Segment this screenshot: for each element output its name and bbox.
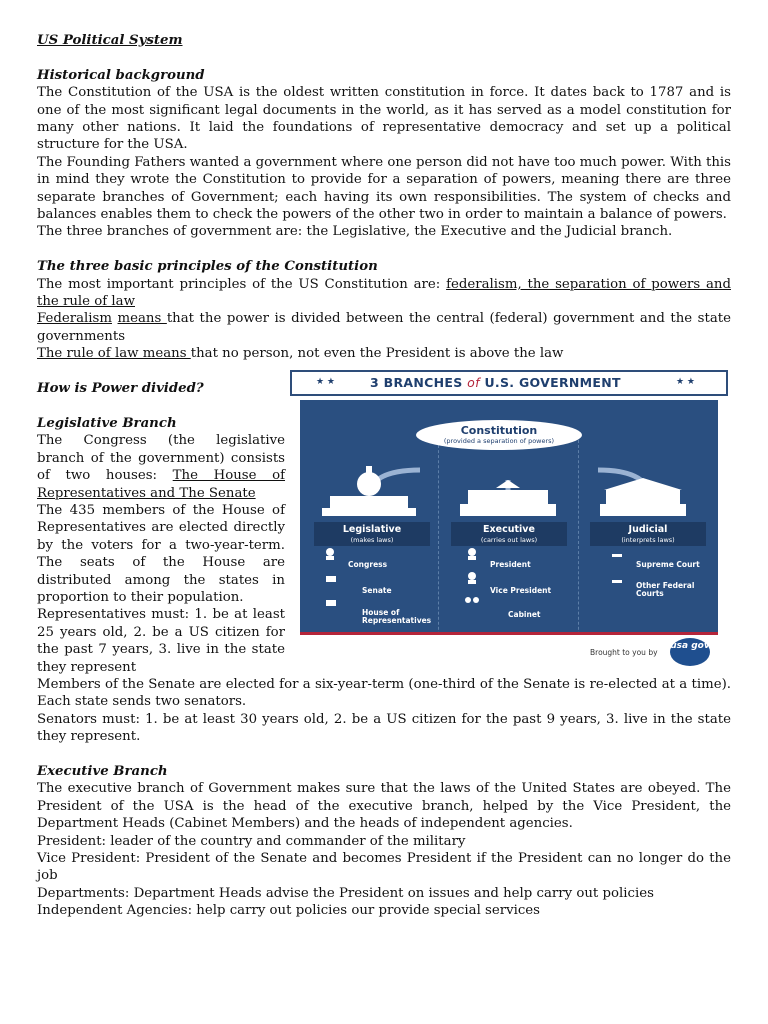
star-icon: ★ ★ xyxy=(676,377,695,387)
paragraph: The executive branch of Government makes sure that the laws of the United States are obeyed. The President of the USA is the head of the executive branch, helped by the Vice President, the Department Heads (Cabinet Members) and the heads of independent agencies. xyxy=(37,781,731,832)
paragraph: The Founding Fathers wanted a government where one person did not have too much power. With this in mind they wrote the Constitution to provide for a separation of powers, meaning there are three separate branches of Government; each having its own responsibilities. The system of checks and balances enables them to check the powers of the other two in order to maintain a balance of powers. xyxy=(37,154,732,223)
paragraph: The rule of law means that no person, not even the President is above the law xyxy=(37,346,564,362)
paragraph: The three branches of government are: the Legislative, the Executive and the Judicial branch. xyxy=(37,224,673,240)
constitution-sublabel: (provided a separation of powers) xyxy=(443,437,555,445)
paragraph: The 435 members of the House of Representatives are elected directly by the voters for a two-year-term. The seats of the House are distributed among the states in proportion to their population. xyxy=(37,502,285,605)
paragraph: Independent Agencies: help carry out policies our provide special services xyxy=(37,903,540,919)
document-title: US Political System xyxy=(37,33,183,48)
branch-header-judicial: Judicial (interprets laws) xyxy=(590,522,706,546)
paragraph: Vice President: President of the Senate and becomes President if the President can no longer do the job xyxy=(37,851,731,884)
branch-item: Cabinet xyxy=(508,610,541,619)
infographic-banner xyxy=(290,370,728,396)
paragraph: Federalism means that the power is divided between the central (federal) government and the state governments xyxy=(37,311,731,344)
star-icon: ★ ★ xyxy=(316,377,335,387)
branch-item: Congress xyxy=(348,560,388,569)
heading-power: How is Power divided? xyxy=(37,381,204,397)
heading-historical: Historical background xyxy=(37,67,205,83)
constitution-badge xyxy=(416,420,582,450)
branch-item: Senate xyxy=(362,586,392,595)
branch-header-legislative: Legislative (makes laws) xyxy=(314,522,430,546)
heading-executive: Executive Branch xyxy=(37,763,168,779)
infographic-title: 3 BRANCHES of U.S. GOVERNMENT xyxy=(370,375,621,390)
paragraph: The Constitution of the USA is the oldest written constitution in force. It dates back to 1787 and is one of the most significant legal documents in the world, as it has served as a model constitution for many other nations. It laid the foundations of representative democracy and set up a political structure for the USA. xyxy=(37,85,731,153)
paragraph: Departments: Department Heads advise the President on issues and help carry out policies xyxy=(37,885,654,901)
legislative-column xyxy=(37,415,285,676)
branch-item: Supreme Court xyxy=(636,560,700,569)
paragraph: Members of the Senate are elected for a six-year-term (one-third of the Senate is re-elected at a time). Each state sends two senators. xyxy=(37,676,731,710)
heading-legislative: Legislative Branch xyxy=(37,415,177,431)
heading-principles: The three basic principles of the Constitution xyxy=(37,259,378,275)
paragraph: Representatives must: 1. be at least 25 years old, 2. be a US citizen for the past 7 years, 3. live in the state they represent xyxy=(37,607,285,675)
brought-to-you-by: Brought to you by xyxy=(590,648,658,657)
branch-item: Other Federal Courts xyxy=(636,581,695,598)
branch-header-executive: Executive (carries out laws) xyxy=(451,522,567,546)
branch-item: President xyxy=(490,560,531,569)
usagov-logo: usa gov xyxy=(670,638,710,666)
branches-infographic xyxy=(290,370,728,672)
paragraph: The Congress (the legislative branch of the government) consists of two houses: The House of Representatives and The Senate xyxy=(37,433,286,501)
paragraph: The most important principles of the US Constitution are: federalism, the separation of powers and the rule of law xyxy=(37,276,731,310)
panel-accent xyxy=(300,632,718,635)
branch-item: House of Representatives xyxy=(362,608,432,625)
branch-item: Vice President xyxy=(490,586,552,595)
paragraph: Senators must: 1. be at least 30 years old, 2. be a US citizen for the past 9 years, 3. live in the state they represent. xyxy=(37,711,731,745)
constitution-label: Constitution xyxy=(460,424,538,437)
paragraph: President: leader of the country and commander of the military xyxy=(37,833,466,849)
